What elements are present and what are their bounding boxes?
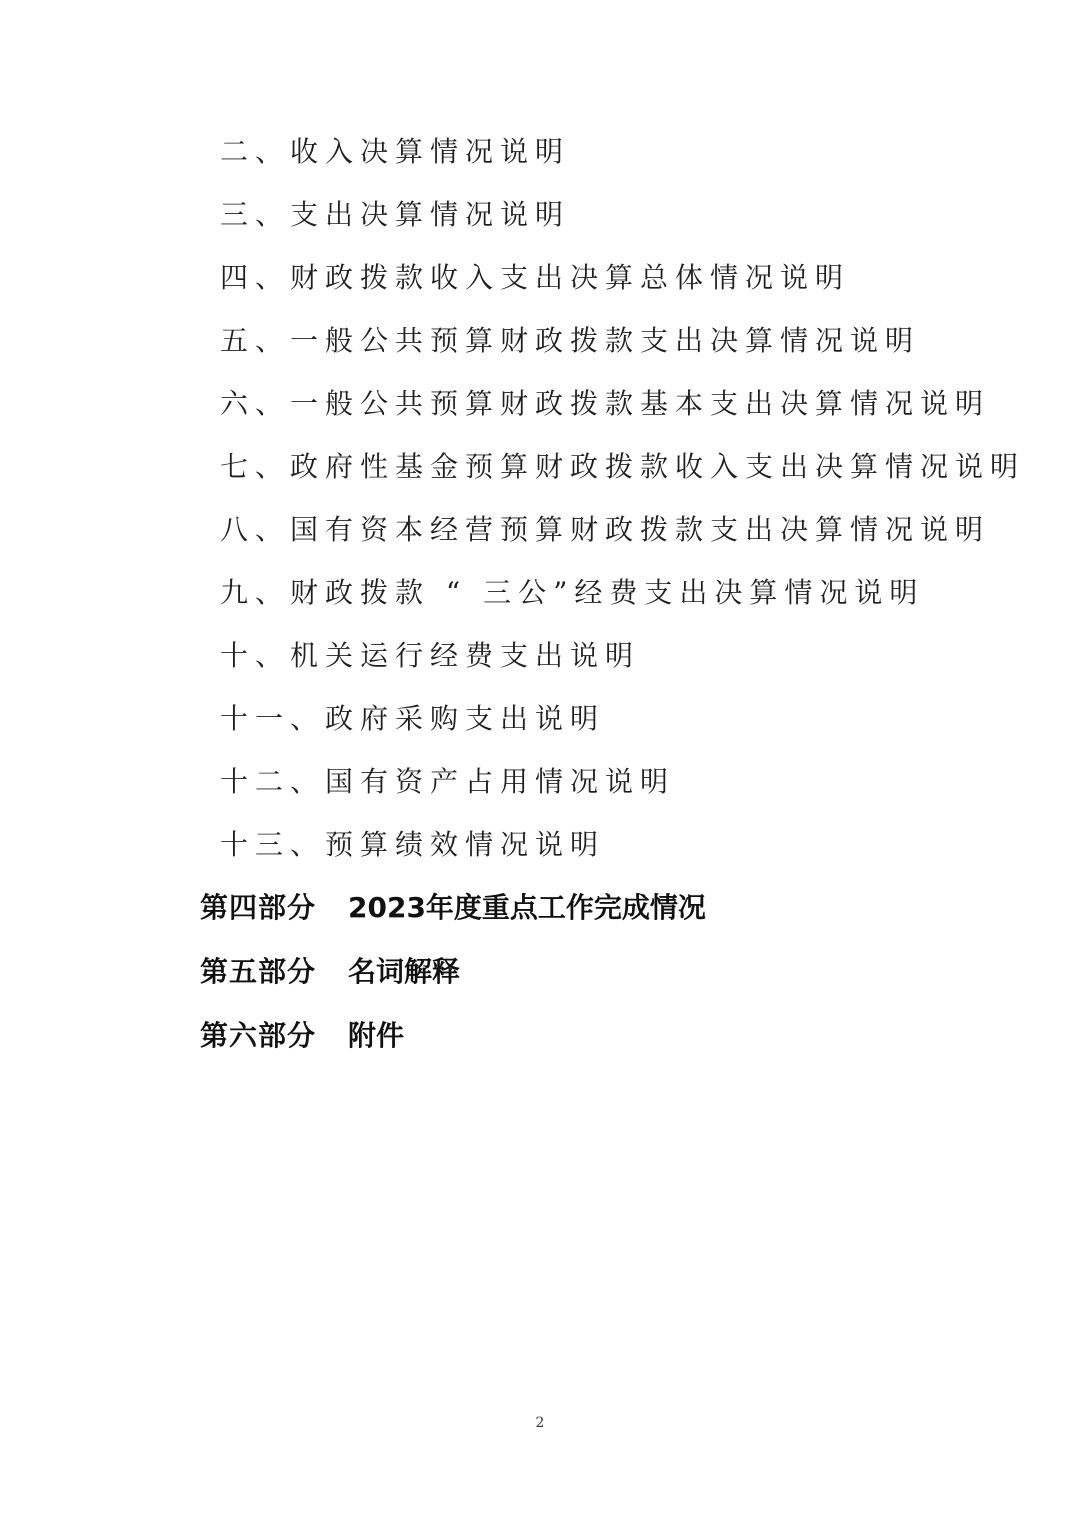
toc-item-three-public: 九、财政拨款 “ 三公”经费支出决算情况说明 (220, 576, 925, 609)
toc-item-state-capital: 八、国有资本经营预算财政拨款支出决算情况说明 (220, 513, 991, 546)
part-four-heading (200, 888, 706, 928)
part-title: 2023年度重点工作完成情况 (348, 891, 706, 924)
page-number: 2 (535, 1415, 545, 1431)
part-label: 第四部分 (200, 891, 317, 924)
toc-item-state-assets: 十二、国有资产占用情况说明 (220, 765, 676, 798)
toc-item-government-fund: 七、政府性基金预算财政拨款收入支出决算情况说明 (220, 450, 1026, 483)
part-six-heading (200, 1016, 404, 1056)
part-five-heading (200, 952, 460, 992)
toc-item-general-basic: 六、一般公共预算财政拨款基本支出决算情况说明 (220, 387, 991, 420)
part-label: 第六部分 (200, 1019, 317, 1052)
toc-item-expenditure: 三、支出决算情况说明 (220, 198, 571, 231)
part-title: 附件 (348, 1019, 405, 1052)
toc-item-general-budget: 五、一般公共预算财政拨款支出决算情况说明 (220, 324, 921, 357)
part-title: 名词解释 (348, 955, 461, 988)
toc-item-operating-costs: 十、机关运行经费支出说明 (220, 639, 641, 672)
toc-item-fiscal-overall: 四、财政拨款收入支出决算总体情况说明 (220, 261, 851, 294)
toc-item-procurement: 十一、政府采购支出说明 (220, 702, 606, 735)
toc-item-income: 二、收入决算情况说明 (220, 135, 571, 168)
part-label: 第五部分 (200, 955, 317, 988)
toc-item-performance: 十三、预算绩效情况说明 (220, 828, 606, 861)
